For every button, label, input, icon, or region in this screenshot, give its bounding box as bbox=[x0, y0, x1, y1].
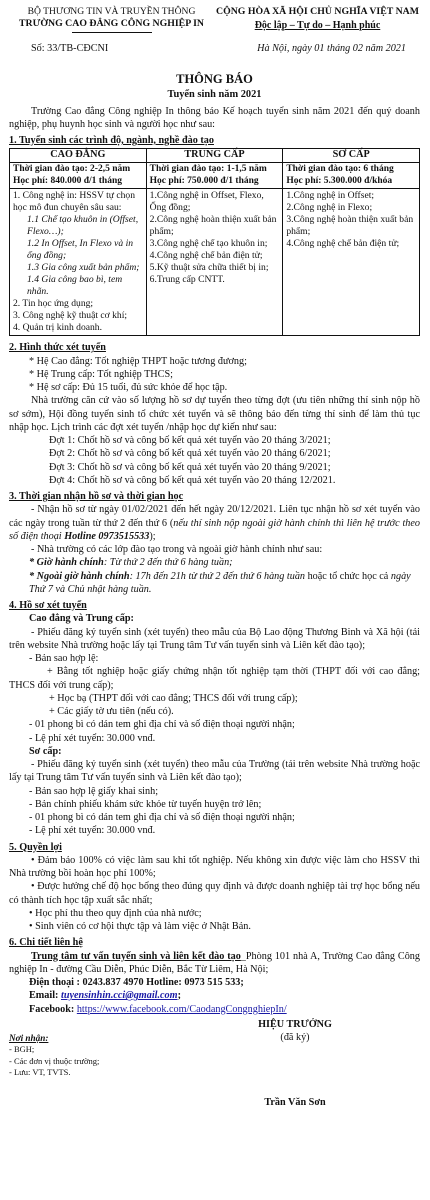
col-header-so-cap: SƠ CẤP bbox=[283, 148, 420, 162]
facebook-link[interactable]: https://www.facebook.com/CaodangCongnghiepIn/ bbox=[76, 1003, 287, 1015]
cd-envelope-item: - 01 phong bì có dán tem ghi địa chỉ và số điện thoại người nhận; bbox=[29, 719, 295, 731]
program-item: 4.Công nghệ chế bản điện tử; bbox=[149, 250, 263, 262]
so-cap-programs bbox=[283, 189, 420, 336]
criteria-line: * Hệ Trung cấp: Tốt nghiệp THCS; bbox=[29, 368, 173, 380]
program-item: 1. Công nghệ in: HSSV tự chọn học mô đun chuyên sâu sau: bbox=[13, 190, 136, 214]
cd-copy-sub: + Học bạ (THPT đối với cao đẳng; THCS đối với trung cấp); bbox=[49, 692, 298, 704]
cd-copy-sub: + Bằng tốt nghiệp hoặc giấy chứng nhận tốt nghiệp tạm thời (THPT đối với cao đẳng; THCS đối với trung cấp); bbox=[9, 666, 420, 691]
recipient-item: - Lưu: VT, TVTS. bbox=[9, 1067, 71, 1078]
program-item: 1.4 Gia công bao bì, tem nhãn. bbox=[27, 274, 123, 298]
cao-dang-programs bbox=[10, 189, 147, 336]
outside-hours-line: * Ngoài giờ hành chính: 17h đến 21h từ thứ 2 đến thứ 6 hàng tuần hoặc tổ chức học cả ngày Thứ 7 và Chủ nhật hàng tuần. bbox=[29, 570, 411, 595]
school-name: TRƯỜNG CAO ĐẲNG CÔNG NGHIỆP IN bbox=[19, 18, 204, 30]
section-3-heading: 3. Thời gian nhận hồ sơ và thời gian học bbox=[9, 491, 184, 503]
trung-cap-programs bbox=[146, 189, 283, 336]
so-cap-info bbox=[283, 162, 420, 189]
class-schedule-intro: - Nhà trường có các lớp đào tạo trong và ngoài giờ hành chính như sau: bbox=[31, 544, 323, 556]
email-link[interactable]: tuyensinhin.cci@gmail.com bbox=[60, 990, 178, 1002]
contact-center: Trung tâm tư vấn tuyển sinh và liên kết đào tạo_Phòng 101 nhà A, Trường Cao đẳng Công nghiệp In - đường Cầu Diễn, Phúc Diễn, Bắc Từ Liêm, Hà Nội; bbox=[9, 950, 420, 975]
fee: Học phí: 750.000 đ/1 tháng bbox=[149, 175, 259, 186]
fee: Học phí: 5.300.000 đ/khóa bbox=[286, 175, 393, 186]
recipients-block bbox=[9, 1018, 159, 1110]
fee: Học phí: 840.000 đ/1 tháng bbox=[13, 175, 123, 186]
col-header-cao-dang: CAO ĐẲNG bbox=[10, 148, 147, 162]
ministry-name: BỘ THƯƠNG TIN VÀ TRUYỀN THÔNG bbox=[27, 6, 196, 17]
duration: Thời gian đào tạo: 6 tháng bbox=[286, 163, 394, 174]
signer-title: HIỆU TRƯỞNG bbox=[258, 1018, 332, 1030]
cd-fee-item: - Lệ phí xét tuyển: 30.000 vnđ. bbox=[29, 732, 156, 744]
criteria-line: * Hệ Cao đẳng: Tốt nghiệp THPT hoặc tương đương; bbox=[29, 355, 247, 367]
signer-note: (đã ký) bbox=[280, 1032, 310, 1044]
cd-form-item: - Phiếu đăng ký tuyển sinh (xét tuyển) theo mẫu của Bộ Lao động Thương Binh và Xã hội (tải trên website Nhà trường hoặc lấy tại Trung tâm Tư vấn tuyển sinh và Liên kết đào tạo); bbox=[9, 626, 420, 651]
benefit-item: • Được hưởng chế độ học bổng theo đúng quy định và được doanh nghiệp tài trợ học bổng nếu có thành tích học tập xuất sắc nhất; bbox=[9, 881, 420, 906]
contact-email-line: Email: tuyensinhin.cci@gmail.com; bbox=[29, 990, 181, 1002]
round-line: Đợt 1: Chốt hồ sơ và công bố kết quả xét tuyển vào 20 tháng 3/2021; bbox=[49, 435, 331, 447]
section-6-heading: 6. Chi tiết liên hệ bbox=[9, 937, 83, 949]
col-header-trung-cap: TRUNG CẤP bbox=[146, 148, 283, 162]
sc-item: - Bản sao hợp lệ giấy khai sinh; bbox=[29, 785, 159, 797]
program-item: 1.2 In Offset, In Flexo và in ống đồng; bbox=[27, 238, 134, 262]
section-5-heading: 5. Quyền lợi bbox=[9, 841, 62, 853]
contact-facebook-line: Facebook: https://www.facebook.com/CaodangCongnghiepIn/ bbox=[29, 1003, 287, 1015]
trung-cap-info bbox=[146, 162, 283, 189]
document-header bbox=[9, 6, 420, 33]
program-item: 6.Trung cấp CNTT. bbox=[149, 274, 225, 286]
cd-copy-sub: + Các giấy tờ ưu tiên (nếu có). bbox=[49, 706, 174, 718]
signature-area bbox=[9, 1018, 420, 1110]
program-item: 3.Công nghệ chế tạo khuôn in; bbox=[149, 238, 268, 250]
document-number: Số: 33/TB-CĐCNI bbox=[31, 43, 109, 55]
recipients-title: Nơi nhận: bbox=[9, 1032, 49, 1043]
program-item: 2. Tin học ứng dụng; bbox=[13, 298, 94, 310]
duration: Thời gian đào tạo: 1-1,5 năm bbox=[149, 163, 267, 174]
program-item: 1.Công nghệ in Offset, Flexo, Ống đồng; bbox=[149, 190, 264, 214]
program-item: 5.Kỹ thuật sửa chữa thiết bị in; bbox=[149, 262, 269, 274]
program-item: 1.1 Chế tạo khuôn in (Offset, Flexo…); bbox=[27, 214, 139, 238]
sc-item: - Phiếu đăng ký tuyển sinh (xét tuyển) theo mẫu của Trường (tải trên website Nhà trường hoặc lấy tại Trung tâm Tư vấn tuyển sinh và Liên kết đào tạo); bbox=[9, 759, 420, 784]
section-1-heading: 1. Tuyển sinh các trình độ, ngành, nghề đào tạo bbox=[9, 134, 214, 146]
place-date: Hà Nội, ngày 01 tháng 02 năm 2021 bbox=[257, 43, 406, 55]
number-date-row bbox=[9, 42, 420, 55]
duration: Thời gian đào tạo: 2-2,5 năm bbox=[13, 163, 131, 174]
admission-paragraph: Nhà trường căn cứ vào số lượng hồ sơ dự tuyển theo từng đợt (ưu tiên những thí sinh nộp hồ sơ sớm), Hội đồng tuyển sinh tổ chức xét tuyển và sẽ thông báo đến từng thí sinh để làm thủ tục nhập học. Lịch trình các đợt xét tuyển /nhập học dự kiến như sau: bbox=[9, 395, 420, 433]
sc-item: - Lệ phí xét tuyển: 30.000 vnđ. bbox=[29, 825, 156, 837]
contact-phone-line: Điện thoại : 0243.837 4970 Hotline: 0973 515 533; bbox=[29, 977, 244, 989]
office-hours-line: * Giờ hành chính: Từ thứ 2 đến thứ 6 hàng tuần; bbox=[29, 557, 233, 569]
program-item: 2.Công nghệ hoàn thiện xuất bản phẩm; bbox=[149, 214, 277, 238]
criteria-line: * Hệ sơ cấp: Đủ 15 tuổi, đủ sức khỏe để học tập. bbox=[29, 382, 228, 394]
benefit-item: • Học phí thu theo quy định của nhà nước; bbox=[29, 907, 202, 919]
program-item: 3.Công nghệ hoàn thiện xuất bản phẩm; bbox=[286, 214, 414, 238]
so-cap-label: Sơ cấp: bbox=[29, 745, 62, 757]
signer-name: Trần Văn Sơn bbox=[264, 1097, 326, 1109]
round-line: Đợt 4: Chốt hồ sơ và công bố kết quả xét tuyển vào 20 tháng 12/2021. bbox=[49, 474, 336, 486]
programs-table bbox=[9, 148, 420, 336]
submission-paragraph: - Nhận hồ sơ từ ngày 01/02/2021 đến hết ngày 20/12/2021. Liên tục nhận hồ sơ xét tuyển vào các ngày trong tuần từ thứ 2 đến thứ 6 (nếu thí sinh nộp ngoài giờ hành chính thì liên hệ trước theo số điện thoại Hotline 0973515533); bbox=[9, 504, 420, 542]
round-line: Đợt 3: Chốt hồ sơ và công bố kết quả xét tuyển vào 20 tháng 9/2021; bbox=[49, 461, 331, 473]
round-line: Đợt 2: Chốt hồ sơ và công bố kết quả xét tuyển vào 20 tháng 6/2021; bbox=[49, 448, 331, 460]
hotline-text: Hotline 0973515533 bbox=[64, 530, 150, 542]
program-item: 2.Công nghệ in Flexo; bbox=[286, 202, 373, 214]
cao-dang-info bbox=[10, 162, 147, 189]
benefit-item: • Sinh viên có cơ hội thực tập và làm việc ở Nhật Bản. bbox=[29, 921, 251, 933]
cd-tc-label: Cao đẳng và Trung cấp: bbox=[29, 613, 134, 625]
national-motto: Độc lập – Tự do – Hạnh phúc bbox=[254, 19, 381, 31]
program-item: 3. Công nghệ kỹ thuật cơ khí; bbox=[13, 310, 128, 322]
issuer-underline bbox=[72, 32, 152, 33]
program-item: 4.Công nghệ chế bản điện tử; bbox=[286, 238, 400, 250]
document-title: THÔNG BÁO bbox=[176, 72, 253, 87]
republic-name: CỘNG HÒA XÃ HỘI CHỦ NGHĨA VIỆT NAM bbox=[216, 6, 419, 17]
sc-item: - 01 phong bì có dán tem ghi địa chỉ và số điện thoại người nhận; bbox=[29, 812, 295, 824]
program-item: 4. Quản trị kinh doanh. bbox=[13, 322, 102, 334]
recipient-item: - BGH; bbox=[9, 1044, 35, 1055]
recipient-item: - Các đơn vị thuộc trường; bbox=[9, 1055, 100, 1066]
national-block bbox=[215, 6, 420, 33]
sc-item: - Bản chính phiếu khám sức khỏe từ tuyến huyện trở lên; bbox=[29, 798, 262, 810]
intro-paragraph: Trường Cao đẳng Công nghiệp In thông báo Kế hoạch tuyển sinh năm 2021 đến quý doanh nghiệp, phụ huynh học sinh và người học như sau: bbox=[9, 106, 420, 131]
document-subtitle: Tuyển sinh năm 2021 bbox=[167, 88, 262, 100]
hotline-number: 0973 515 533 bbox=[184, 977, 241, 989]
signer-block bbox=[210, 1018, 420, 1110]
phone-number: 0243.837 4970 bbox=[82, 977, 147, 989]
cd-copy-item: - Bản sao hợp lệ: bbox=[29, 653, 99, 665]
section-2-heading: 2. Hình thức xét tuyển bbox=[9, 342, 106, 354]
program-item: 1.Công nghệ in Offset; bbox=[286, 190, 375, 202]
program-item: 1.3 Gia công xuất bản phẩm; bbox=[27, 262, 140, 274]
section-4-heading: 4. Hồ sơ xét tuyển bbox=[9, 600, 87, 612]
benefit-item: • Đảm bảo 100% có việc làm sau khi tốt nghiệp. Nếu không xin được việc làm cho HSSV thì Nhà trường bồi hoàn học phí 100%; bbox=[9, 854, 420, 880]
issuer-block bbox=[9, 6, 214, 33]
